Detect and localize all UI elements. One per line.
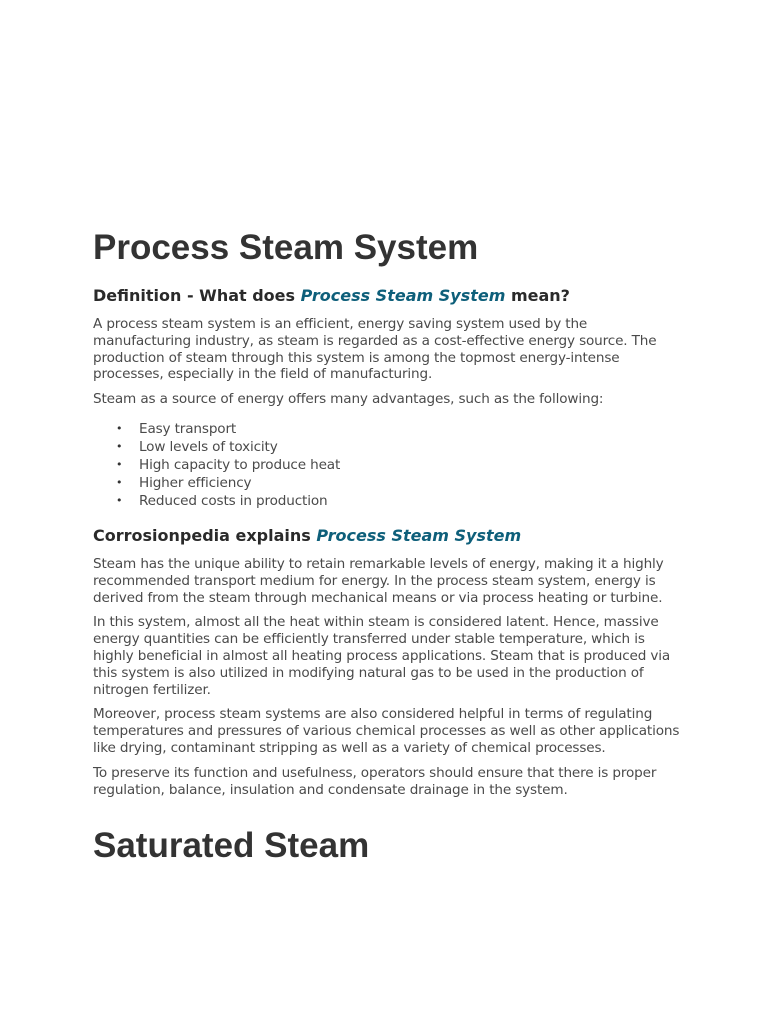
list-item-text: High capacity to produce heat (139, 456, 341, 473)
definition-heading-suffix: mean? (505, 286, 570, 305)
list-item-text: Low levels of toxicity (139, 438, 278, 455)
bullet-icon: • (116, 457, 123, 471)
bullet-icon: • (116, 493, 123, 507)
article (93, 226, 683, 868)
list-item-text: Reduced costs in production (139, 492, 328, 509)
list-item-text: Higher efficiency (139, 474, 252, 491)
page-title: Process Steam System (93, 228, 479, 267)
bullet-icon: • (116, 475, 123, 489)
explains-heading-prefix: Corrosionpedia explains (93, 525, 317, 545)
list-item (116, 438, 683, 456)
explains-paragraph-3: Moreover, process steam systems are also considered helpful in terms of regulating temperatures and pressures of various chemical processes as well as other applications like drying, contaminant stripping as well as a variety of chemical processes. (93, 706, 680, 756)
list-item (116, 492, 683, 510)
definition-paragraph: A process steam system is an efficient, energy saving system used by the manufacturing industry, as steam is regarded as a cost-effective energy source. The production of steam through this system is among the topmost energy-intense processes, especially in the field of manufacturing. (93, 316, 657, 383)
definition-heading-prefix: Definition - What does (93, 286, 301, 305)
definition-heading (93, 284, 683, 308)
explains-paragraph-4: To preserve its function and usefulness, operators should ensure that there is proper regulation, balance, insulation and condensate drainage in the system. (93, 764, 657, 798)
list-item (116, 474, 683, 492)
advantages-list (93, 420, 683, 510)
bullet-icon: • (116, 421, 123, 435)
advantages-intro: Steam as a source of energy offers many advantages, such as the following: (93, 391, 604, 408)
list-item (116, 456, 683, 474)
list-item-text: Easy transport (139, 420, 237, 437)
list-item (116, 420, 683, 438)
next-section-title: Saturated Steam (93, 826, 370, 866)
explains-heading (93, 524, 683, 548)
explains-paragraph-1: Steam has the unique ability to retain remarkable levels of energy, making it a highly recommended transport medium for energy. In the process steam system, energy is derived from the steam through mechanical means or via process heating or turbine. (93, 555, 664, 606)
explains-paragraph-2: In this system, almost all the heat within steam is considered latent. Hence, massive energy quantities can be efficiently transferred under stable temperature, which is highly beneficial in almost all heating process applications. Steam that is produced via this system is also utilized in modifying natural gas to be used in the production of nitrogen fertilizer. (93, 614, 671, 698)
explains-term-link[interactable]: Process Steam System (316, 525, 522, 545)
bullet-icon: • (116, 439, 123, 453)
definition-term-link[interactable]: Process Steam System (300, 286, 506, 305)
